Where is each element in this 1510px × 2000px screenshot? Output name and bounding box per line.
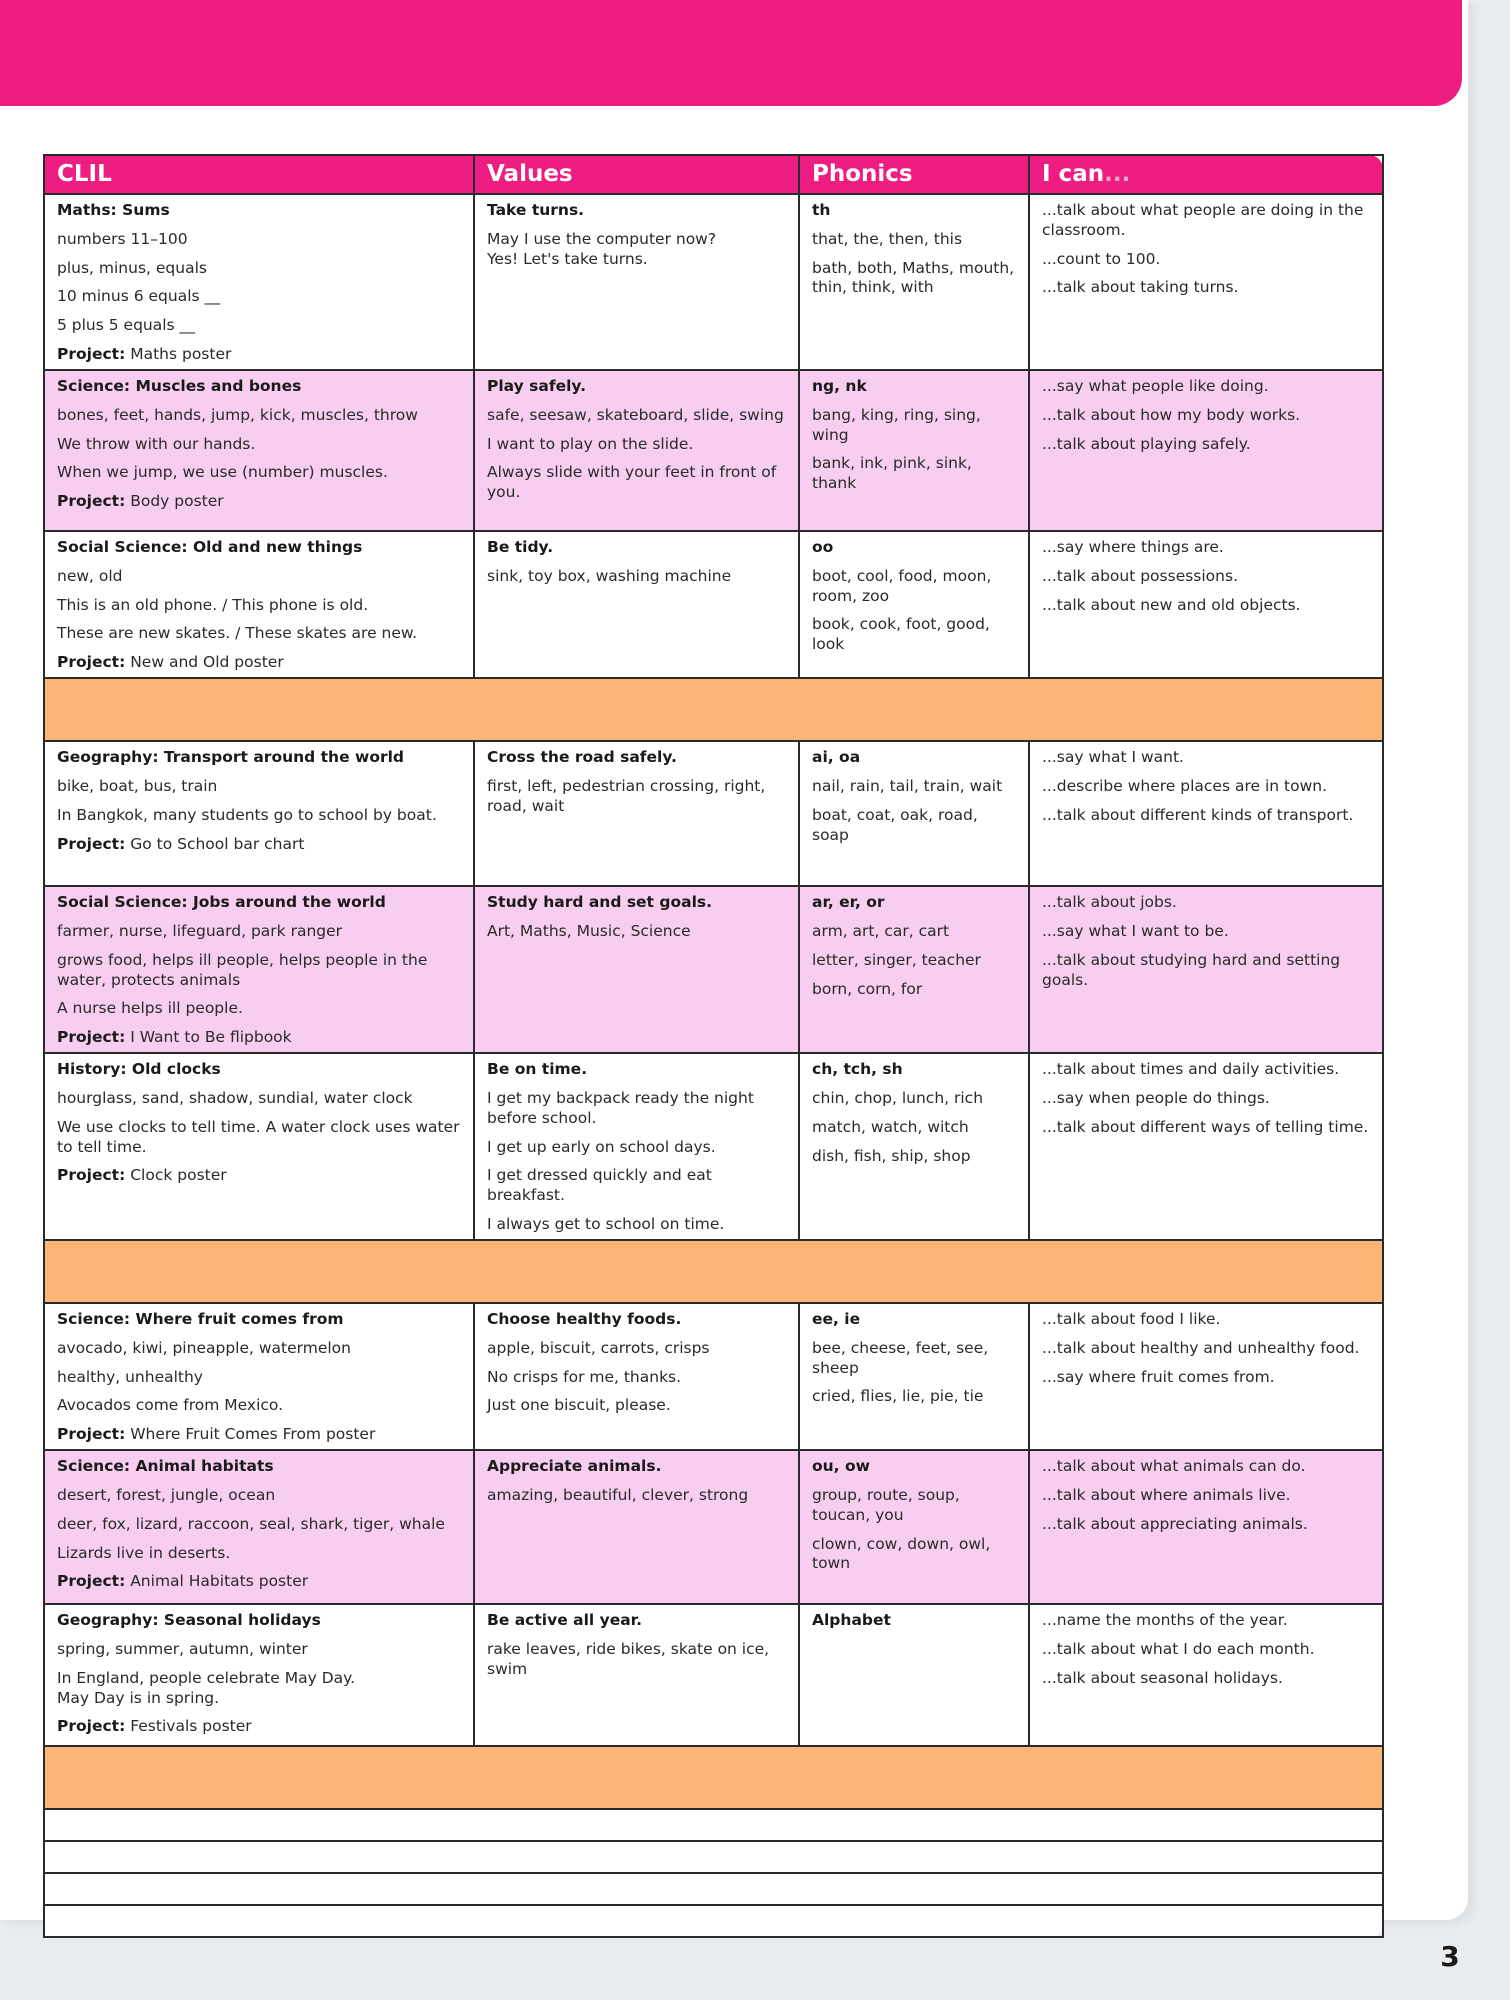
values-cell-line: Always slide with your feet in front of you. [487,463,777,502]
values-cell-line: I always get to school on time. [487,1215,725,1234]
clil-cell-line: spring, summer, autumn, winter [57,1639,308,1658]
blank-line [44,1905,1383,1937]
clil-cell [44,886,474,1053]
values-cell-line: I get my backpack ready the night before school. [487,1088,754,1127]
header-values: Values [474,155,799,194]
project-label: Project: [57,1572,126,1591]
values-cell-title: Choose healthy foods. [487,1309,682,1328]
values-cell-line: I get dressed quickly and eat breakfast. [487,1166,712,1205]
clil-cell [44,1053,474,1240]
phonics-cell-title: th [812,201,831,219]
clil-cell-title: Maths: Sums [57,201,170,219]
phonics-cell [799,1053,1029,1240]
phonics-cell-line: cried, flies, lie, pie, tie [812,1387,984,1406]
phonics-cell [799,1450,1029,1604]
syllabus-table [43,154,1384,1938]
phonics-cell [799,194,1029,370]
values-cell-title: Study hard and set goals. [487,893,712,912]
i-can-item: ...say when people do things. [1042,1088,1270,1107]
clil-cell-line: Lizards live in deserts. [57,1543,231,1562]
values-cell-title: Be on time. [487,1060,588,1079]
blank-line-row [44,1905,1383,1937]
clil-cell-line: Avocados come from Mexico. [57,1396,284,1415]
i-can-cell [1029,194,1383,370]
phonics-cell-line: boot, cool, food, moon, room, zoo [812,566,992,605]
values-cell-line: apple, biscuit, carrots, crisps [487,1338,710,1357]
phonics-cell-line: group, route, soup, toucan, you [812,1485,960,1524]
project-name: Festivals poster [125,1717,252,1736]
project-name: New and Old poster [125,653,284,672]
values-cell [474,1303,799,1450]
values-cell-line: I get up early on school days. [487,1137,716,1156]
i-can-item: ...talk about jobs. [1042,893,1177,912]
header-clil: CLIL [44,155,474,194]
phonics-cell [799,886,1029,1053]
i-can-item: ...talk about what I do each month. [1042,1639,1315,1658]
clil-cell-line: This is an old phone. / This phone is old. [57,595,369,614]
i-can-item: ...talk about seasonal holidays. [1042,1668,1283,1687]
project-label: Project: [57,1717,126,1736]
project-line [57,1717,464,1737]
project-name: Body poster [125,492,224,511]
clil-cell-line: In England, people celebrate May Day. May Day is in spring. [57,1668,356,1707]
i-can-item: ...talk about different ways of telling time. [1042,1117,1369,1136]
review-band-cell [44,1240,1383,1303]
table-row [44,370,1383,531]
phonics-cell [799,1303,1029,1450]
table-row [44,1604,1383,1746]
values-cell-title: Be tidy. [487,537,554,556]
i-can-cell [1029,370,1383,531]
i-can-item: ...say where fruit comes from. [1042,1367,1275,1386]
project-label: Project: [57,1425,126,1444]
clil-cell-line: bones, feet, hands, jump, kick, muscles, throw [57,405,418,424]
phonics-cell [799,1604,1029,1746]
blank-line-row [44,1841,1383,1873]
project-label: Project: [57,834,126,853]
clil-cell-line: When we jump, we use (number) muscles. [57,463,388,482]
clil-cell-line: A nurse helps ill people. [57,999,243,1018]
review-band-cell [44,678,1383,741]
values-cell-line: sink, toy box, washing machine [487,566,732,585]
clil-cell-title: Social Science: Old and new things [57,537,363,556]
values-cell [474,1604,799,1746]
values-cell-title: Take turns. [487,201,585,219]
values-cell [474,194,799,370]
values-cell-line: May I use the computer now? Yes! Let's take turns. [487,229,717,268]
values-cell-title: Appreciate animals. [487,1457,662,1476]
clil-cell-line: healthy, unhealthy [57,1367,203,1386]
project-line [57,1572,464,1592]
review-band [44,1746,1383,1809]
blank-line-row [44,1873,1383,1905]
phonics-cell-title: ou, ow [812,1457,870,1476]
clil-cell-line: bike, boat, bus, train [57,776,218,795]
phonics-cell-line: nail, rain, tail, train, wait [812,776,1003,795]
phonics-cell-line: arm, art, car, cart [812,921,950,940]
clil-cell-title: Social Science: Jobs around the world [57,893,386,912]
table-row [44,1303,1383,1450]
phonics-cell-title: ng, nk [812,376,867,395]
phonics-cell-title: ar, er, or [812,893,885,912]
header-i-can-ellipsis: ... [1104,161,1131,187]
values-cell-line: rake leaves, ride bikes, skate on ice, swim [487,1639,770,1678]
project-name: Maths poster [125,345,232,364]
blank-line [44,1873,1383,1905]
values-cell-line: amazing, beautiful, clever, strong [487,1485,749,1504]
clil-cell-line: These are new skates. / These skates are new. [57,624,418,643]
values-cell-title: Cross the road safely. [487,748,677,767]
project-line [57,1166,464,1186]
clil-cell [44,1604,474,1746]
table-row [44,1053,1383,1240]
i-can-item: ...say where things are. [1042,537,1224,556]
project-label: Project: [57,1028,126,1047]
values-cell [474,886,799,1053]
i-can-item: ...describe where places are in town. [1042,776,1328,795]
clil-cell-title: Geography: Transport around the world [57,748,405,767]
phonics-cell-line: dish, fish, ship, shop [812,1146,971,1165]
blank-line [44,1841,1383,1873]
values-cell [474,741,799,886]
project-line [57,1028,464,1048]
project-label: Project: [57,1166,126,1185]
phonics-cell-line: bee, cheese, feet, see, sheep [812,1338,989,1377]
i-can-item: ...say what I want. [1042,748,1184,767]
values-cell-line: Art, Maths, Music, Science [487,921,691,940]
values-cell [474,531,799,678]
clil-cell-title: History: Old clocks [57,1060,221,1079]
header-i-can-label: I can [1042,161,1105,187]
project-name: I Want to Be flipbook [125,1028,292,1047]
i-can-cell [1029,1604,1383,1746]
clil-cell-line: avocado, kiwi, pineapple, watermelon [57,1338,351,1357]
clil-cell-line: In Bangkok, many students go to school by boat. [57,805,437,824]
phonics-cell-title: oo [812,537,834,556]
project-line [57,653,464,673]
project-name: Clock poster [125,1166,227,1185]
header-phonics: Phonics [799,155,1029,194]
i-can-item: ...talk about possessions. [1042,566,1238,585]
phonics-cell-line: born, corn, for [812,979,923,998]
table-row [44,886,1383,1053]
clil-cell-line: grows food, helps ill people, helps people in the water, protects animals [57,950,428,989]
i-can-item: ...talk about playing safely. [1042,434,1251,453]
clil-cell-line: We use clocks to tell time. A water clock uses water to tell time. [57,1117,460,1156]
phonics-cell-title: Alphabet [812,1611,891,1630]
i-can-cell [1029,1053,1383,1240]
i-can-item: ...say what I want to be. [1042,921,1229,940]
clil-cell-line: We throw with our hands. [57,434,256,453]
values-cell [474,1053,799,1240]
phonics-cell-line: book, cook, foot, good, look [812,615,990,654]
phonics-cell-line: bang, king, ring, sing, wing [812,405,981,444]
project-line [57,345,464,365]
i-can-cell [1029,741,1383,886]
project-name: Where Fruit Comes From poster [125,1425,376,1444]
project-line [57,1425,464,1445]
i-can-item: ...talk about healthy and unhealthy food. [1042,1338,1360,1357]
clil-cell-title: Science: Muscles and bones [57,376,302,395]
clil-cell-line: plus, minus, equals [57,258,207,277]
i-can-item: ...talk about times and daily activities. [1042,1060,1340,1079]
i-can-cell [1029,531,1383,678]
clil-cell-title: Science: Animal habitats [57,1457,274,1476]
clil-cell [44,531,474,678]
project-name: Animal Habitats poster [125,1572,309,1591]
i-can-cell [1029,1303,1383,1450]
phonics-cell-line: letter, singer, teacher [812,950,981,969]
clil-cell-title: Science: Where fruit comes from [57,1309,344,1328]
i-can-cell [1029,886,1383,1053]
table-row [44,741,1383,886]
i-can-item: ...talk about what animals can do. [1042,1457,1306,1476]
project-name: Go to School bar chart [125,834,305,853]
values-cell [474,370,799,531]
phonics-cell [799,531,1029,678]
table-row [44,531,1383,678]
header-i-can [1029,155,1383,194]
top-banner [0,0,1462,106]
project-line [57,492,464,512]
clil-cell-line: farmer, nurse, lifeguard, park ranger [57,921,343,940]
values-cell-line: first, left, pedestrian crossing, right, road, wait [487,776,766,815]
clil-cell-line: numbers 11–100 [57,229,188,248]
blank-line-row [44,1809,1383,1841]
i-can-item: ...count to 100. [1042,249,1161,268]
clil-cell [44,1303,474,1450]
review-band [44,1240,1383,1303]
project-label: Project: [57,345,126,364]
i-can-cell [1029,1450,1383,1604]
values-cell-line: No crisps for me, thanks. [487,1367,682,1386]
phonics-cell-line: bath, both, Maths, mouth, thin, think, with [812,258,1015,297]
i-can-item: ...talk about new and old objects. [1042,595,1301,614]
clil-cell [44,194,474,370]
i-can-item: ...talk about appreciating animals. [1042,1514,1308,1533]
phonics-cell-title: ai, oa [812,748,861,767]
values-cell-title: Play safely. [487,376,586,395]
i-can-item: ...talk about studying hard and setting goals. [1042,950,1341,989]
blank-line [44,1809,1383,1841]
phonics-cell-title: ch, tch, sh [812,1060,903,1079]
i-can-item: ...name the months of the year. [1042,1611,1288,1630]
i-can-item: ...talk about food I like. [1042,1309,1221,1328]
page-number: 3 [1440,1940,1460,1973]
clil-cell-line: 10 minus 6 equals __ [57,287,220,306]
values-cell [474,1450,799,1604]
project-line [57,835,464,855]
phonics-cell-title: ee, ie [812,1309,861,1328]
clil-cell [44,1450,474,1604]
phonics-cell [799,741,1029,886]
i-can-item: ...talk about different kinds of transport. [1042,805,1354,824]
values-cell-line: I want to play on the slide. [487,434,694,453]
clil-cell [44,741,474,886]
phonics-cell [799,370,1029,531]
phonics-cell-line: clown, cow, down, owl, town [812,1534,991,1573]
table-row [44,194,1383,370]
clil-cell [44,370,474,531]
clil-cell-line: deer, fox, lizard, raccoon, seal, shark, tiger, whale [57,1514,445,1533]
table-row [44,1450,1383,1604]
i-can-item: ...say what people like doing. [1042,376,1269,395]
values-cell-line: Just one biscuit, please. [487,1396,671,1415]
phonics-cell-line: match, watch, witch [812,1117,969,1136]
clil-cell-line: new, old [57,566,123,585]
phonics-cell-line: that, the, then, this [812,229,963,248]
phonics-cell-line: chin, chop, lunch, rich [812,1088,984,1107]
values-cell-line: safe, seesaw, skateboard, slide, swing [487,405,784,424]
project-label: Project: [57,492,126,511]
review-band-cell [44,1746,1383,1809]
i-can-item: ...talk about how my body works. [1042,405,1301,424]
phonics-cell-line: boat, coat, oak, road, soap [812,805,978,844]
project-label: Project: [57,653,126,672]
i-can-item: ...talk about where animals live. [1042,1485,1291,1504]
clil-cell-title: Geography: Seasonal holidays [57,1611,321,1630]
clil-cell-line: desert, forest, jungle, ocean [57,1485,276,1504]
values-cell-title: Be active all year. [487,1611,642,1630]
review-band [44,678,1383,741]
table-header-row [44,155,1383,194]
clil-cell-line: 5 plus 5 equals __ [57,316,196,335]
phonics-cell-line: bank, ink, pink, sink, thank [812,454,972,493]
i-can-item: ...talk about taking turns. [1042,278,1239,297]
i-can-item: ...talk about what people are doing in the classroom. [1042,201,1364,239]
clil-cell-line: hourglass, sand, shadow, sundial, water clock [57,1088,413,1107]
